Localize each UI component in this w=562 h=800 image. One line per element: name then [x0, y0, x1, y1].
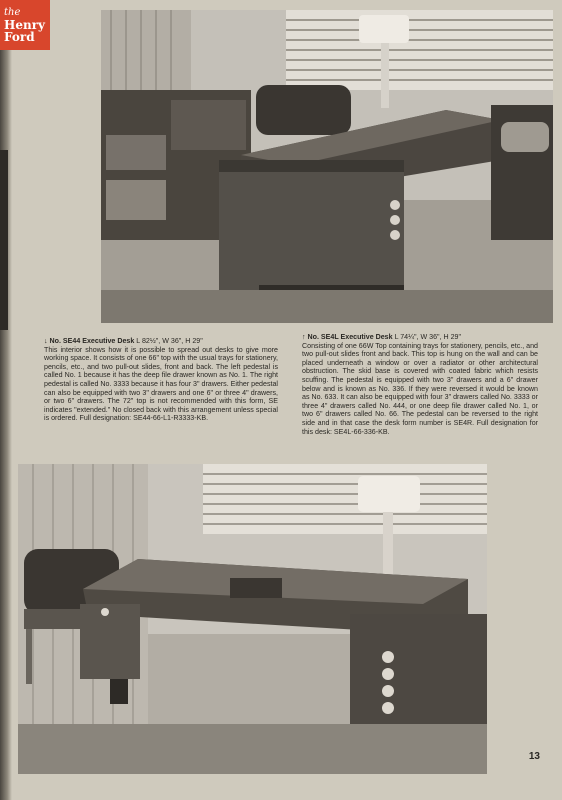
photo-desk-se44-illustration [18, 464, 487, 774]
photo-desk-se44 [18, 464, 487, 774]
logo-text-henry: Henry [4, 18, 45, 32]
caption-se44-title: No. SE44 Executive Desk [49, 337, 135, 345]
binding-shadow [0, 150, 8, 330]
caption-se4l-title: No. SE4L Executive Desk [307, 333, 393, 341]
caption-se44-dimensions: L 82½", W 36", H 29" [136, 337, 203, 345]
caption-se4l-body: Consisting of one 66W Top containing trays for stationery, pencils, etc., and two pull-out slides front and back. This top is hung on the wall and can be placed underneath a window or over a radiator or other architectural obstruction. The skid base is covered with coated fabric which resists scuffing. The pedestal is equipped with two 3" drawers and a 6" drawer below and is known as No. 336. If they were reversed it would be known as No. 633. It can also be equipped with four 3" drawers called No. 3333 or three 4" drawers called No. 444, or one deep file drawer called No. 1, or two 6" drawers called No. 66. The pedestal can be reversed to the right side and in that case the desk form number is SE4R. Full designation for this desk: SE4L-66-336-KB. [302, 341, 538, 436]
henry-ford-logo [0, 0, 50, 50]
logo-text-ford: Ford [4, 30, 35, 44]
caption-se4l-dimensions: L 74¼", W 36", H 29" [394, 333, 462, 341]
caption-se44 [44, 337, 278, 423]
arrow-up-icon: ↑ [302, 333, 306, 341]
binding-edge [0, 0, 12, 800]
caption-se44-body: This interior shows how it is possible to spread out desks to give more working space. It consists of one 66" top with the usual trays for stationery, pencils, etc., and two pull-out slides, front and back. The left pedestal is called No. 1 because it has the deep file drawer known as No. 1. The right pedestal is called No. 3333 because it has four 3" drawers. Either pedestal can also be equipped with two 3" drawers and one 6" or three 4" drawers, or two 6" drawers. The 72" top is not recommended with this form, SE indicates "extended." No closed back with this arrangement unless special is ordered. Full designation: SE44-66-L1-R3333-KB. [44, 345, 278, 423]
caption-se4l [302, 333, 538, 436]
page-number: 13 [528, 751, 540, 762]
photo-desk-se4l-illustration [101, 10, 553, 323]
logo-text-the: the [4, 7, 21, 18]
photo-desk-se4l [101, 10, 553, 323]
arrow-down-icon: ↓ [44, 337, 48, 345]
